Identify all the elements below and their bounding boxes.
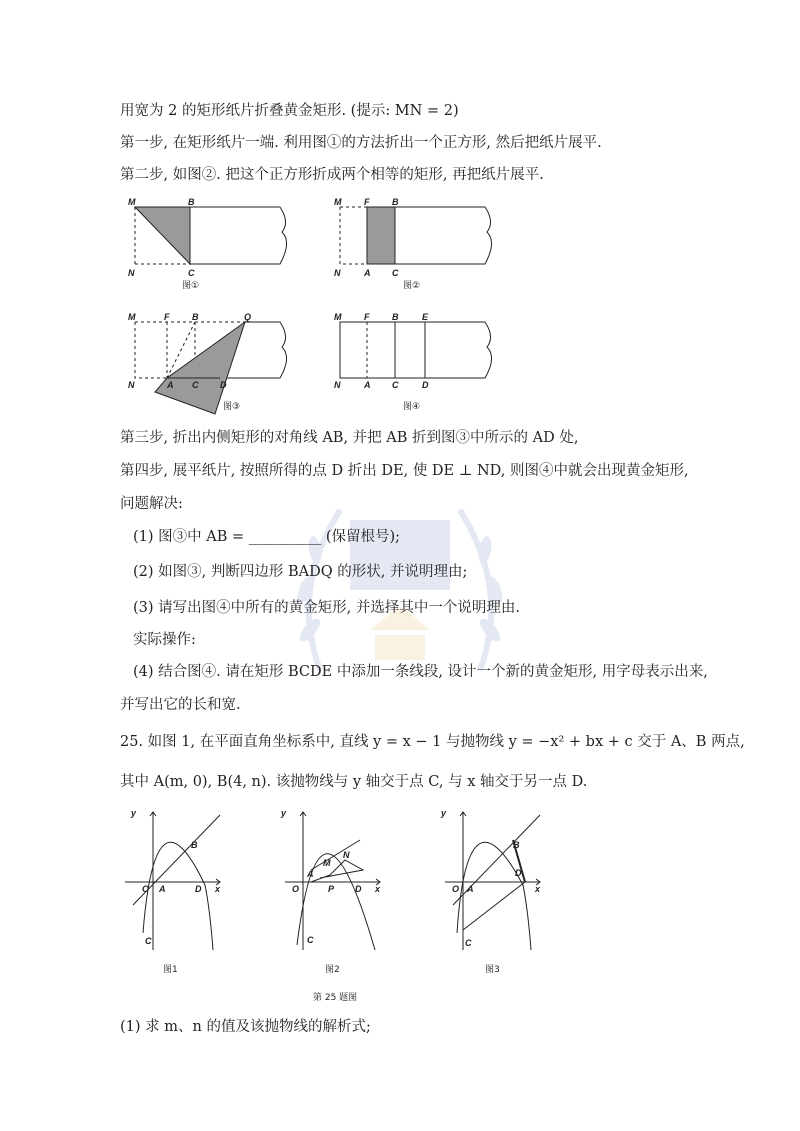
g1-label-O: O <box>142 884 150 894</box>
g3-label-O: O <box>452 884 460 894</box>
fig2-label-B: B <box>392 197 399 207</box>
text-line-3: 第二步, 如图②. 把这个正方形折成两个相等的矩形, 再把纸片展平. <box>120 167 544 183</box>
g1-label-y: y <box>131 808 137 818</box>
figure-1 <box>135 207 287 264</box>
g2-caption: 图2 <box>325 965 340 975</box>
text-line-7: (1) 图③中 AB = __________ (保留根号); <box>133 529 401 545</box>
coordinate-figures <box>115 800 565 1010</box>
text-line-12: 并写出它的长和宽. <box>120 697 241 713</box>
g2-label-A: A <box>307 869 314 879</box>
text-line-10: 实际操作: <box>133 632 196 648</box>
g1-label-A: A <box>159 884 166 894</box>
fig3-caption: 图③ <box>223 402 241 412</box>
g2-label-C: C <box>307 935 314 945</box>
fig4-label-N: N <box>334 380 341 390</box>
fig1-caption: 图① <box>182 281 200 291</box>
fig3-label-A: A <box>167 380 174 390</box>
fig2-label-C: C <box>392 268 399 278</box>
folding-figures <box>120 192 520 417</box>
g3-label-C: C <box>465 938 472 948</box>
text-line-1: 用宽为 2 的矩形纸片折叠黄金矩形. (提示: MN = 2) <box>120 103 459 119</box>
text-line-14: 其中 A(m, 0), B(4, n). 该抛物线与 y 轴交于点 C, 与 x 轴交于另一点 D. <box>120 774 588 790</box>
g1-label-D: D <box>195 884 202 894</box>
text-line-5: 第四步, 展平纸片, 按照所得的点 D 折出 DE, 使 DE ⊥ ND, 则图④中就会出现黄金矩形, <box>120 463 689 479</box>
fig2-label-N: N <box>334 268 341 278</box>
text-line-6: 问题解决: <box>120 496 183 512</box>
fig3-label-B: B <box>192 312 199 322</box>
fig3-label-Q: Q <box>244 312 252 322</box>
fig4-label-F: F <box>364 312 370 322</box>
text-line-9: (3) 请写出图④中所有的黄金矩形, 并选择其中一个说明理由. <box>133 600 520 616</box>
g2-label-M: M <box>323 858 331 868</box>
g2-label-D: D <box>355 884 362 894</box>
text-line-11: (4) 结合图④. 请在矩形 BCDE 中添加一条线段, 设计一个新的黄金矩形, 用字母表示出来, <box>133 664 708 680</box>
figure-4 <box>340 322 492 378</box>
g3-label-A: A <box>467 884 474 894</box>
graph-3 <box>445 812 540 950</box>
fig4-label-B: B <box>392 312 399 322</box>
g3-caption: 图3 <box>485 965 500 975</box>
fig3-label-D: D <box>220 380 227 390</box>
g2-label-y: y <box>281 808 287 818</box>
figure-3 <box>135 322 287 414</box>
g1-label-C: C <box>145 936 152 946</box>
g3-label-x: x <box>535 884 541 894</box>
text-line-8: (2) 如图③, 判断四边形 BADQ 的形状, 并说明理由; <box>133 564 468 580</box>
fig4-label-A: A <box>364 380 371 390</box>
fig3-label-F: F <box>164 312 170 322</box>
g1-label-x: x <box>215 884 221 894</box>
g3-label-y: y <box>441 808 447 818</box>
fig4-caption: 图④ <box>403 402 421 412</box>
text-line-2: 第一步, 在矩形纸片一端. 利用图①的方法折出一个正方形, 然后把纸片展平. <box>120 135 602 151</box>
g2-label-x: x <box>375 884 381 894</box>
fig2-label-F: F <box>364 197 370 207</box>
fig3-label-M: M <box>128 312 136 322</box>
fig3-label-C: C <box>192 380 199 390</box>
text-line-15: (1) 求 m、n 的值及该抛物线的解析式; <box>120 1019 371 1035</box>
main-figure-caption: 第 25 题图 <box>313 993 358 1003</box>
fig1-label-C: C <box>188 268 195 278</box>
g1-caption: 图1 <box>163 965 178 975</box>
fig2-label-M: M <box>334 197 342 207</box>
figure-2 <box>340 207 492 264</box>
g2-label-P: P <box>328 884 335 894</box>
fig4-label-M: M <box>334 312 342 322</box>
text-line-13: 25. 如图 1, 在平面直角坐标系中, 直线 y = x − 1 与抛物线 y = −x² + bx + c 交于 A、B 两点, <box>120 734 745 750</box>
fig1-label-B: B <box>188 197 195 207</box>
graph-2 <box>285 812 380 950</box>
g2-label-N: N <box>343 850 350 860</box>
fig4-label-C: C <box>392 380 399 390</box>
fig1-label-N: N <box>128 268 135 278</box>
fig2-caption: 图② <box>403 281 421 291</box>
fig4-label-E: E <box>422 312 429 322</box>
g2-label-O: O <box>292 884 300 894</box>
g3-label-D: D <box>515 868 522 878</box>
g1-label-B: B <box>191 840 198 850</box>
fig2-label-A: A <box>364 268 371 278</box>
fig4-label-D: D <box>422 380 429 390</box>
g3-label-B: B <box>513 840 520 850</box>
fig1-label-M: M <box>128 197 136 207</box>
text-line-4: 第三步, 折出内侧矩形的对角线 AB, 并把 AB 折到图③中所示的 AD 处, <box>120 430 579 446</box>
fig3-label-N: N <box>128 380 135 390</box>
graph-1 <box>125 812 220 950</box>
